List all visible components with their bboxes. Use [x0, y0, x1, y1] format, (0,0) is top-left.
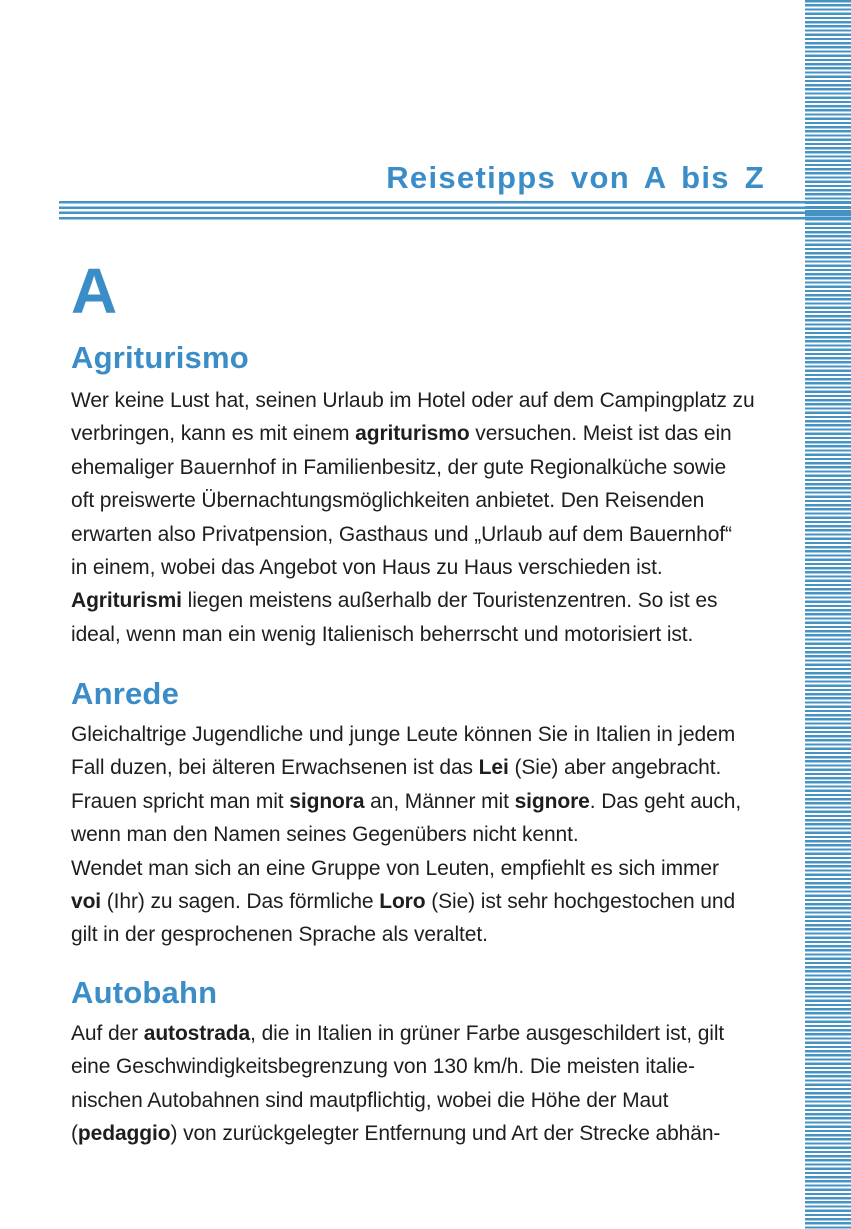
text-line [71, 751, 800, 784]
text-segment: an, Männer mit [364, 789, 515, 813]
text-segment: Wer keine Lust hat, seinen Urlaub im Hotel oder auf dem Campingplatz zu [71, 389, 755, 412]
text-segment: Frauen spricht man mit [71, 789, 290, 813]
emphasized-term: Lei [478, 756, 509, 780]
emphasized-term: signore [514, 789, 590, 813]
text-segment: versuchen. Meist ist das ein [469, 422, 732, 446]
text-line [71, 584, 800, 617]
text-segment: . Das geht auch, [589, 789, 742, 813]
section-body-agriturismo [71, 384, 800, 651]
emphasized-term: Loro [379, 890, 426, 914]
text-segment: ( [71, 1122, 78, 1146]
text-segment: (Sie) ist sehr hochgestochen und [425, 890, 736, 914]
text-segment: oft preiswerte Übernachtungsmöglichkeiten anbietet. Den Reisenden [71, 489, 705, 513]
emphasized-term: signora [289, 789, 365, 813]
text-segment: ) von zurückgelegter Entfernung und Art der Strecke abhän- [170, 1122, 721, 1146]
text-segment: eine Geschwindigkeitsbegrenzung von 130 km/h. Die meisten italie- [71, 1055, 695, 1079]
text-line [71, 451, 800, 484]
text-segment: Auf der [71, 1022, 144, 1045]
text-segment: gilt in der gesprochenen Sprache als veraltet. [71, 923, 488, 947]
text-segment: erwarten also Privatpension, Gasthaus und „Urlaub auf dem Bauernhof“ [71, 522, 732, 546]
text-segment: nischen Autobahnen sind mautpflichtig, wobei die Höhe der Maut [71, 1088, 669, 1112]
text-line [71, 1117, 800, 1150]
section-heading-autobahn: Autobahn [71, 975, 218, 1010]
text-segment: Wendet man sich an eine Gruppe von Leuten, empfiehlt es sich immer [71, 856, 719, 880]
text-line [71, 518, 800, 551]
text-line [71, 918, 800, 951]
text-line [71, 1050, 800, 1083]
right-edge-stripe-decoration [805, 0, 851, 1229]
text-line [71, 551, 800, 584]
text-segment: in einem, wobei das Angebot von Haus zu Haus verschieden ist. [71, 556, 663, 580]
emphasized-term: pedaggio [77, 1122, 171, 1146]
text-segment: , die in Italien in grüner Farbe ausgeschildert ist, gilt [250, 1022, 725, 1045]
text-line [71, 417, 800, 450]
header-rule-stripes [59, 201, 851, 220]
section-heading-anrede: Anrede [71, 676, 180, 711]
text-line [71, 484, 800, 517]
emphasized-term: autostrada [143, 1022, 251, 1045]
text-line [71, 1017, 800, 1050]
text-segment: ideal, wenn man ein wenig Italienisch beherrscht und motorisiert ist. [71, 622, 694, 646]
section-heading-agriturismo: Agriturismo [71, 340, 249, 375]
text-segment: wenn man den Namen seines Gegenübers nicht kennt. [71, 823, 579, 847]
text-segment: verbringen, kann es mit einem [71, 422, 356, 446]
text-segment: (Ihr) zu sagen. Das förmliche [101, 890, 380, 914]
emphasized-term: agriturismo [355, 422, 470, 446]
text-segment: Gleichaltrige Jugendliche und junge Leute können Sie in Italien in jedem [71, 723, 736, 746]
text-segment: ehemaliger Bauernhof in Familienbesitz, der gute Regionalküche sowie [71, 455, 727, 479]
text-line [71, 718, 800, 751]
text-segment: (Sie) aber angebracht. [508, 756, 722, 780]
section-body-autobahn [71, 1017, 800, 1151]
emphasized-term: voi [71, 890, 102, 914]
emphasized-term: Agriturismi [71, 589, 182, 613]
text-segment: Fall duzen, bei älteren Erwachsenen ist das [71, 756, 479, 780]
section-index-letter: A [71, 255, 118, 327]
text-line [71, 618, 800, 651]
text-line [71, 384, 800, 417]
text-line [71, 1084, 800, 1117]
text-segment: liegen meistens außerhalb der Touristenzentren. So ist es [181, 589, 718, 613]
text-line [71, 885, 800, 918]
text-line [71, 852, 800, 885]
text-line [71, 818, 800, 851]
page-header-title: Reisetipps von A bis Z [386, 160, 765, 195]
section-body-anrede [71, 718, 800, 952]
text-line [71, 785, 800, 818]
